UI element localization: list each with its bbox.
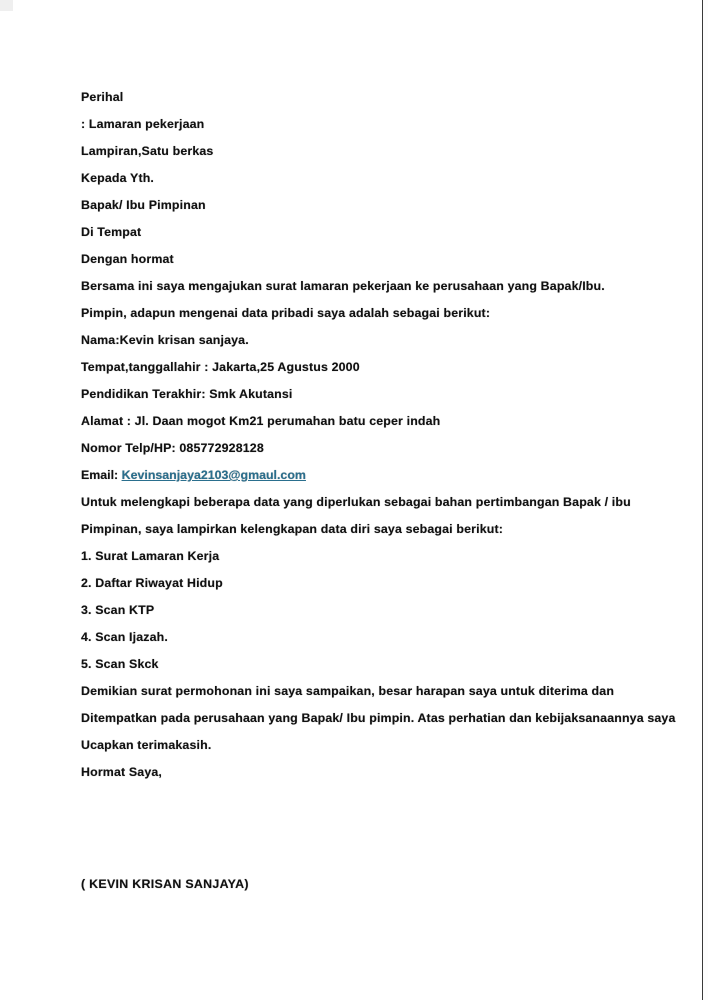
letter-subject-label: Perihal [81, 90, 124, 104]
sign-off: Hormat Saya, [81, 765, 162, 779]
email-label: Email: [81, 468, 119, 482]
letter-recipient-title: Bapak/ Ibu Pimpinan [81, 198, 206, 212]
personal-data-education: Pendidikan Terakhir: Smk Akutansi [81, 387, 293, 401]
attachment-intro-line-1: Untuk melengkapi beberapa data yang diperlukan sebagai bahan pertimbangan Bapak / ibu [81, 495, 631, 509]
letter-recipient-place: Di Tempat [81, 225, 142, 239]
letter-intro-line-2: Pimpin, adapun mengenai data pribadi saya adalah sebagai berikut: [81, 306, 491, 320]
letter-recipient-salutation: Kepada Yth. [81, 171, 155, 185]
letter-intro-line-1: Bersama ini saya mengajukan surat lamaran pekerjaan ke perusahaan yang Bapak/Ibu. [81, 279, 605, 293]
attachment-list-item: 3. Scan KTP [81, 603, 155, 617]
attachment-list-item: 5. Scan Skck [81, 657, 159, 671]
scan-edge-margin [703, 0, 708, 1000]
signature-space [81, 786, 641, 871]
personal-data-birth: Tempat,tanggallahir : Jakarta,25 Agustus 2000 [81, 360, 360, 374]
letter-body [81, 84, 676, 898]
signature-name: ( KEVIN KRISAN SANJAYA) [81, 877, 249, 891]
letter-greeting: Dengan hormat [81, 252, 174, 266]
personal-data-phone: Nomor Telp/HP: 085772928128 [81, 441, 264, 455]
personal-data-name: Nama:Kevin krisan sanjaya. [81, 333, 249, 347]
attachment-intro-line-2: Pimpinan, saya lampirkan kelengkapan data diri saya sebagai berikut: [81, 522, 504, 536]
personal-data-address: Alamat : Jl. Daan mogot Km21 perumahan batu ceper indah [81, 414, 441, 428]
scan-edge-line [702, 0, 703, 1000]
email-link[interactable]: Kevinsanjaya2103@gmaul.com [121, 468, 306, 482]
closing-line-2: Ditempatkan pada perusahaan yang Bapak/ Ibu pimpin. Atas perhatian dan kebijaksanaannya saya [81, 711, 676, 725]
closing-line-3: Ucapkan terimakasih. [81, 738, 212, 752]
scan-artifact-corner [0, 0, 13, 11]
personal-data-email-row [81, 462, 641, 489]
attachment-list-item: 2. Daftar Riwayat Hidup [81, 576, 223, 590]
attachment-list-item: 1. Surat Lamaran Kerja [81, 549, 220, 563]
letter-subject-value: : Lamaran pekerjaan [81, 117, 205, 131]
attachment-list-item: 4. Scan Ijazah. [81, 630, 168, 644]
closing-line-1: Demikian surat permohonan ini saya sampaikan, besar harapan saya untuk diterima dan [81, 684, 615, 698]
letter-attachment-note: Lampiran,Satu berkas [81, 144, 214, 158]
